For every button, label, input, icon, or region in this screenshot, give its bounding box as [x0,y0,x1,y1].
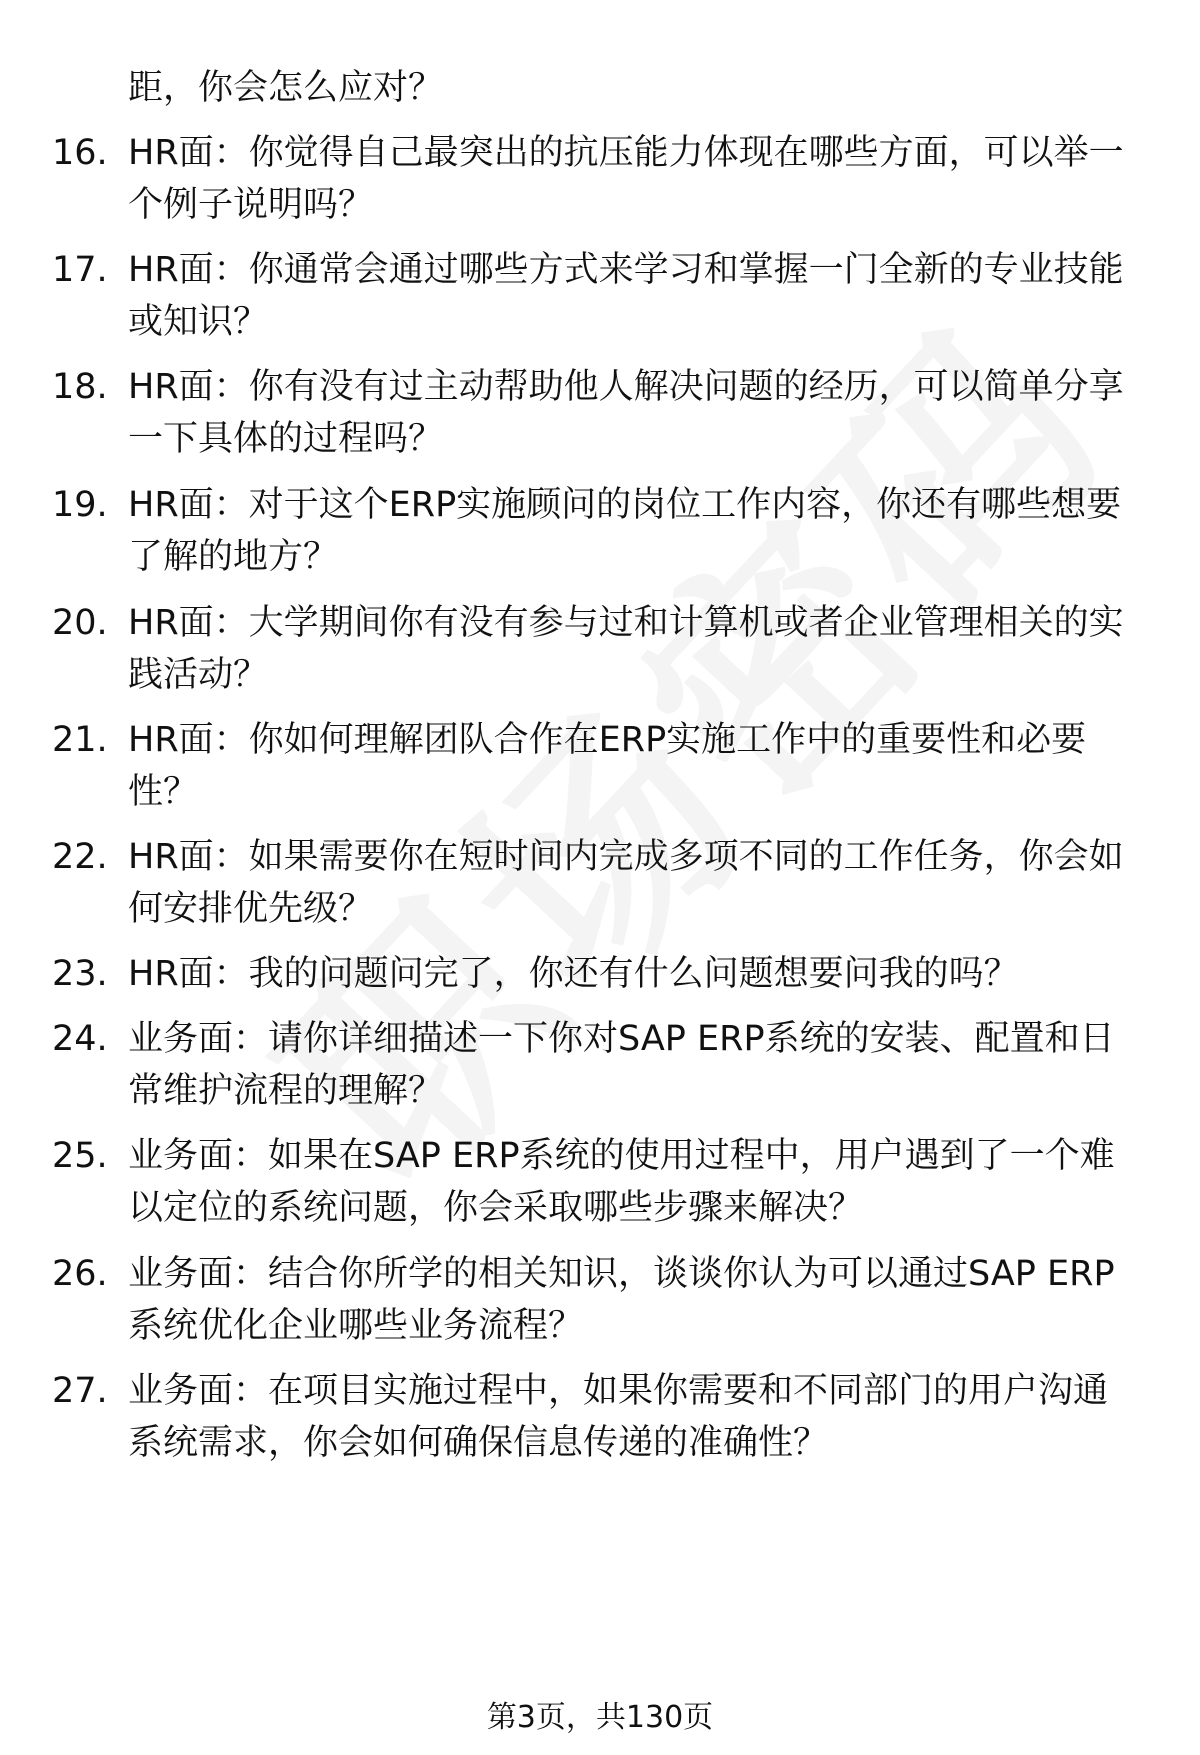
question-text [128,948,1200,1000]
question-line: 常维护流程的理解？ [128,1071,444,1111]
question-number: 22. [52,837,108,877]
question-number: 27. [52,1371,108,1411]
page-footer: 第3页，共130页 [486,1700,714,1735]
question-text [128,479,1200,583]
question-number: 25. [52,1136,108,1176]
question-number: 17. [52,250,108,290]
question-line: 业务面：如果在SAP ERP系统的使用过程中，用户遇到了一个难 [128,1136,1115,1176]
question-number: 19. [52,485,108,525]
question-line: 了解的地方？ [128,537,339,577]
question-line: HR面：如果需要你在短时间内完成多项不同的工作任务，你会如 [128,837,1124,877]
question-line: 性？ [128,772,199,812]
question-line: 业务面：在项目实施过程中，如果你需要和不同部门的用户沟通 [128,1371,1109,1411]
question-line: HR面：你觉得自己最突出的抗压能力体现在哪些方面，可以举一 [128,133,1124,173]
question-number: 16. [52,133,108,173]
question-line: HR面：我的问题问完了，你还有什么问题想要问我的吗？ [128,954,1019,994]
question-line: 或知识？ [128,302,269,342]
continued-question-text: 距，你会怎么应对？ [128,68,444,108]
question-line: HR面：你如何理解团队合作在ERP实施工作中的重要性和必要 [128,720,1087,760]
question-line: 业务面：请你详细描述一下你对SAP ERP系统的安装、配置和日 [128,1019,1115,1059]
question-text [128,244,1200,348]
question-text [128,1365,1200,1469]
question-text [128,1130,1200,1234]
question-line: 以定位的系统问题，你会采取哪些步骤来解决？ [128,1188,864,1228]
question-line: 系统优化企业哪些业务流程？ [128,1306,584,1346]
question-line: HR面：对于这个ERP实施顾问的岗位工作内容，你还有哪些想要 [128,485,1122,525]
question-line: HR面：大学期间你有没有参与过和计算机或者企业管理相关的实 [128,603,1124,643]
question-line: 践活动？ [128,655,269,695]
question-number: 24. [52,1019,108,1059]
question-text [128,1013,1200,1117]
question-text [128,597,1200,701]
question-line: HR面：你通常会通过哪些方式来学习和掌握一门全新的专业技能 [128,250,1124,290]
question-text [128,1248,1200,1352]
question-number: 21. [52,720,108,760]
question-number: 20. [52,603,108,643]
question-line: 个例子说明吗？ [128,185,374,225]
question-text [128,714,1200,818]
question-text [128,831,1200,935]
question-line: 何安排优先级？ [128,889,374,929]
question-line: 业务面：结合你所学的相关知识，谈谈你认为可以通过SAP ERP [128,1254,1115,1294]
question-number: 23. [52,954,108,994]
question-number: 18. [52,367,108,407]
question-number: 26. [52,1254,108,1294]
question-text [128,361,1200,465]
question-line: 一下具体的过程吗？ [128,419,444,459]
question-line: HR面：你有没有过主动帮助他人解决问题的经历，可以简单分享 [128,367,1124,407]
question-text [128,127,1200,231]
question-line: 系统需求，你会如何确保信息传递的准确性？ [128,1423,829,1463]
